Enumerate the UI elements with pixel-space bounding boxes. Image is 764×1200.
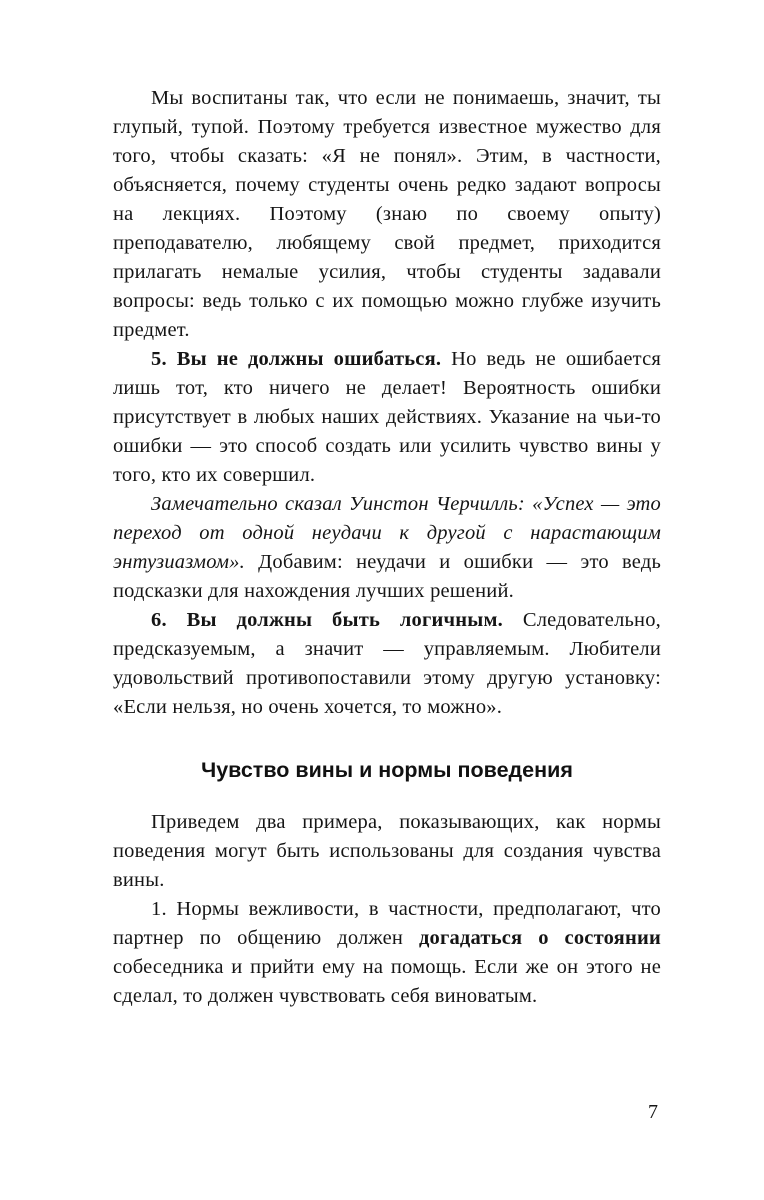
page-content bbox=[113, 84, 661, 1011]
section-heading bbox=[113, 756, 661, 784]
text-run: 6. Вы должны быть логичным. bbox=[151, 609, 503, 631]
text-run: Но ведь не ошибается лишь тот, кто ничего не делает! Вероятность ошибки присутствует в любых наших действиях. Указание на чьи-то ошибки — это способ создать или усилить чувство вины у того, кто их совершил. bbox=[113, 348, 661, 486]
paragraph bbox=[113, 345, 661, 490]
paragraph bbox=[113, 490, 661, 606]
text-run: 1. Нормы вежливости, в частности, предполагают, что партнер по общению должен bbox=[113, 898, 661, 949]
text-run: Следовательно, предсказуемым, а значит — управляемым. Любители удовольствий противопоставили этому другую установку: «Если нельзя, но очень хочется, то можно». bbox=[113, 609, 661, 718]
page-number: 7 bbox=[648, 1101, 658, 1123]
text-run: Мы воспитаны так, что если не понимаешь, значит, ты глупый, тупой. Поэтому требуется известное мужество для того, чтобы сказать: «Я не понял». Этим, в частности, объясняется, почему студенты очень редко задают вопросы на лекциях. Поэтому (знаю по своему опыту) преподавателю, любящему свой предмет, приходится прилагать немалые усилия, чтобы студенты задавали вопросы: ведь только с их помощью можно глубже изучить предмет. bbox=[113, 87, 661, 341]
paragraph bbox=[113, 84, 661, 345]
text-run: Замечательно сказал Уинстон Черчилль: «Успех — это переход от одной неудачи к другой с нарастающим энтузиазмом». bbox=[113, 493, 661, 573]
paragraph bbox=[113, 895, 661, 1011]
text-run: 5. Вы не должны ошибаться. bbox=[151, 348, 442, 370]
text-run: Чувство вины и нормы поведения bbox=[201, 758, 573, 782]
paragraph bbox=[113, 606, 661, 722]
text-run: собеседника и прийти ему на помощь. Если же он этого не сделал, то должен чувствовать себя виноватым. bbox=[113, 956, 661, 1007]
paragraph bbox=[113, 808, 661, 895]
text-run: Добавим: неудачи и ошибки — это ведь подсказки для нахождения лучших решений. bbox=[113, 551, 661, 602]
text-run: Приведем два примера, показывающих, как нормы поведения могут быть использованы для создания чувства вины. bbox=[113, 811, 661, 891]
text-run: догадаться о состоянии bbox=[418, 927, 661, 949]
